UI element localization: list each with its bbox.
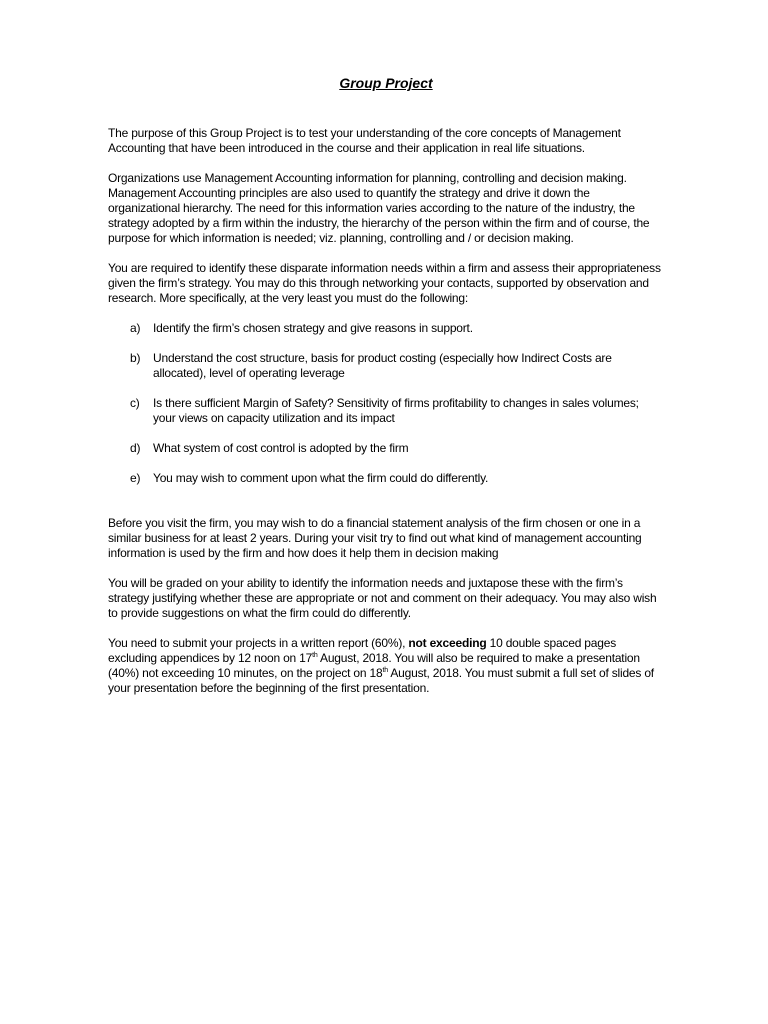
visit-paragraph: Before you visit the firm, you may wish to do a financial statement analysis of the firm chosen or one in a similar business for at least 2 years. During your visit try to find out what kind of management accounting information is used by the firm and how does it help them in decision making [108, 516, 642, 560]
document-body [108, 74, 664, 711]
list-item-text: Identify the firm’s chosen strategy and give reasons in support. [153, 321, 473, 335]
list-marker: e) [130, 471, 141, 485]
list-item-text: Understand the cost structure, basis for product costing (especially how Indirect Costs are allocated), level of operating leverage [153, 351, 612, 380]
submission-paragraph [108, 636, 664, 696]
submission-emphasis: not exceeding [408, 636, 487, 650]
ordinal-suffix: th [312, 652, 318, 659]
submission-text-3: August, 2018. You will also be required to make a presentation (40%) not exceeding 10 minutes, on the project on 18 [108, 651, 640, 680]
list-item [108, 351, 664, 381]
grading-paragraph: You will be graded on your ability to identify the information needs and juxtapose these with the firm’s strategy justifying whether these are appropriate or not and comment on their adequacy. You may also wish to provide suggestions on what the firm could do differently. [108, 576, 657, 620]
list-item [108, 441, 664, 456]
intro-paragraph: The purpose of this Group Project is to test your understanding of the core concepts of Management Accounting that have been introduced in the course and their application in real life situations. [108, 126, 621, 155]
list-item [108, 471, 664, 486]
ordinal-suffix: th [382, 667, 388, 674]
document-title: Group Project [339, 75, 433, 91]
list-marker: b) [130, 351, 141, 365]
submission-text-1: You need to submit your projects in a written report (60%), [108, 636, 409, 650]
list-item [108, 321, 664, 336]
requirements-list [108, 321, 664, 486]
submission-text-2: 10 double spaced pages excluding appendices by 12 noon on 17 [108, 636, 616, 665]
list-item [108, 396, 664, 426]
list-marker: a) [130, 321, 141, 335]
requirements-paragraph: You are required to identify these disparate information needs within a firm and assess their appropriateness given the firm’s strategy. You may do this through networking your contacts, supported by observation and research. More specifically, at the very least you must do the following: [108, 261, 661, 305]
list-marker: d) [130, 441, 141, 455]
management-accounting-paragraph: Organizations use Management Accounting information for planning, controlling and decision making. Management Accounting principles are also used to quantify the strategy and drive it down the organizational hierarchy. The need for this information varies according to the nature of the industry, the strategy adopted by a firm within the industry, the hierarchy of the person within the firm and of course, the purpose for which information is needed; viz. planning, controlling and / or decision making. [108, 171, 650, 245]
list-item-text: What system of cost control is adopted by the firm [153, 441, 409, 455]
list-item-text: You may wish to comment upon what the firm could do differently. [153, 471, 489, 485]
submission-text-4: August, 2018. You must submit a full set of slides of your presentation before the beginning of the first presentation. [108, 666, 654, 695]
list-item-text: Is there sufficient Margin of Safety? Sensitivity of firms profitability to changes in sales volumes; your views on capacity utilization and its impact [153, 396, 639, 425]
list-marker: c) [130, 396, 140, 410]
